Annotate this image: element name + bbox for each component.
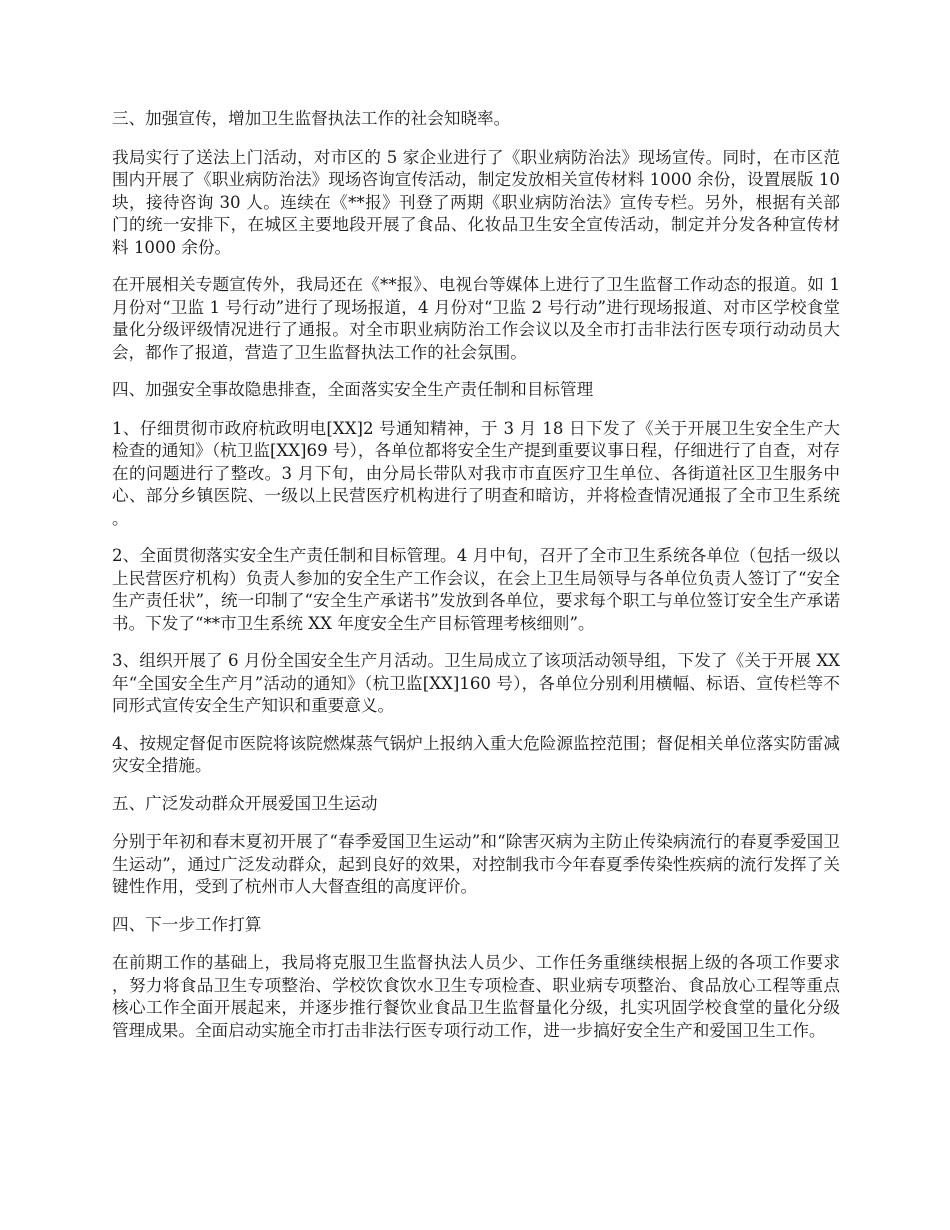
- paragraph-safety-item-2: 2、全面贯彻落实安全生产责任制和目标管理。4 月中旬，召开了全市卫生系统各单位（包括一级以上民营医疗机构）负责人参加的安全生产工作会议，在会上卫生局领导与各单位负责人签订了“安全生产责任状”，统一印制了“安全生产承诺书”发放到各单位，要求每个职工与单位签订安全生产承诺书。下发了“**市卫生系统 XX 年度安全生产目标管理考核细则”。: [112, 546, 840, 633]
- paragraph-safety-item-1: 1、仔细贯彻市政府杭政明电[XX]2 号通知精神，于 3 月 18 日下发了《关于开展卫生安全生产大检查的通知》（杭卫监[XX]69 号），各单位都将安全生产提到重要议事日程，仔细进行了自查，对存在的问题进行了整改。3 月下旬，由分局长带队对我市市直医疗卫生单位、各街道社区卫生服务中心、部分乡镇医院、一级以上民营医疗机构进行了明查和暗访，并将检查情况通报了全市卫生系统。: [112, 418, 840, 528]
- paragraph-safety-item-4: 4、按规定督促市医院将该院燃煤蒸气锅炉上报纳入重大危险源监控范围；督促相关单位落实防雷减灾安全措施。: [112, 733, 840, 775]
- section-heading-patriotic-health: 五、广泛发动群众开展爱国卫生运动: [112, 793, 378, 813]
- paragraph-safety-item-3: 3、组织开展了 6 月份全国安全生产月活动。卫生局成立了该项活动领导组，下发了《关于开展 XX 年“全国安全生产月”活动的通知》（杭卫监[XX]160 号），各单位分别利用横幅、标语、宣传栏等不同形式宣传安全生产知识和重要意义。: [112, 651, 840, 715]
- document-page: [112, 108, 840, 1057]
- paragraph-law-delivery: 我局实行了送法上门活动，对市区的 5 家企业进行了《职业病防治法》现场宣传。同时，在市区范围内开展了《职业病防治法》现场咨询宣传活动，制定发放相关宣传材料 1000 余份，设置展版 10 块，接待咨询 30 人。连续在《**报》刊登了两期《职业病防治法》宣传专栏。另外，根据有关部门的统一安排下，在城区主要地段开展了食品、化妆品卫生安全宣传活动，制定并分发各种宣传材料 1000 余份。: [112, 147, 840, 257]
- section-heading-safety: 四、加强安全事故隐患排查，全面落实安全生产责任制和目标管理: [112, 380, 594, 399]
- section-heading-publicity: 三、加强宣传，增加卫生监督执法工作的社会知晓率。: [112, 109, 511, 128]
- section-heading-next-steps: 四、下一步工作打算: [112, 914, 262, 934]
- paragraph-next-steps: 在前期工作的基础上，我局将克服卫生监督执法人员少、工作任务重继续根据上级的各项工作要求，努力将食品卫生专项整治、学校饮食饮水卫生专项检查、职业病专项整治、食品放心工程等重点核心工作全面开展起来，并逐步推行餐饮业食品卫生监督量化分级，扎实巩固学校食堂的量化分级管理成果。全面启动实施全市打击非法行医专项行动工作，进一步搞好安全生产和爱国卫生工作。: [112, 953, 840, 1040]
- paragraph-patriotic-health: 分别于年初和春末夏初开展了“春季爱国卫生运动”和“除害灭病为主防止传染病流行的春夏季爱国卫生运动”，通过广泛发动群众，起到良好的效果，对控制我市今年春夏季传染性疾病的流行发挥了关键性作用，受到了杭州市人大督查组的高度评价。: [112, 832, 840, 896]
- paragraph-media-reports: 在开展相关专题宣传外，我局还在《**报》、电视台等媒体上进行了卫生监督工作动态的报道。如 1 月份对“卫监 1 号行动”进行了现场报道，4 月份对“卫监 2 号行动”进行现场报道、对市区学校食堂量化分级评级情况进行了通报。对全市职业病防治工作会议以及全市打击非法行医专项行动动员大会，都作了报道，营造了卫生监督执法工作的社会氛围。: [112, 275, 840, 362]
